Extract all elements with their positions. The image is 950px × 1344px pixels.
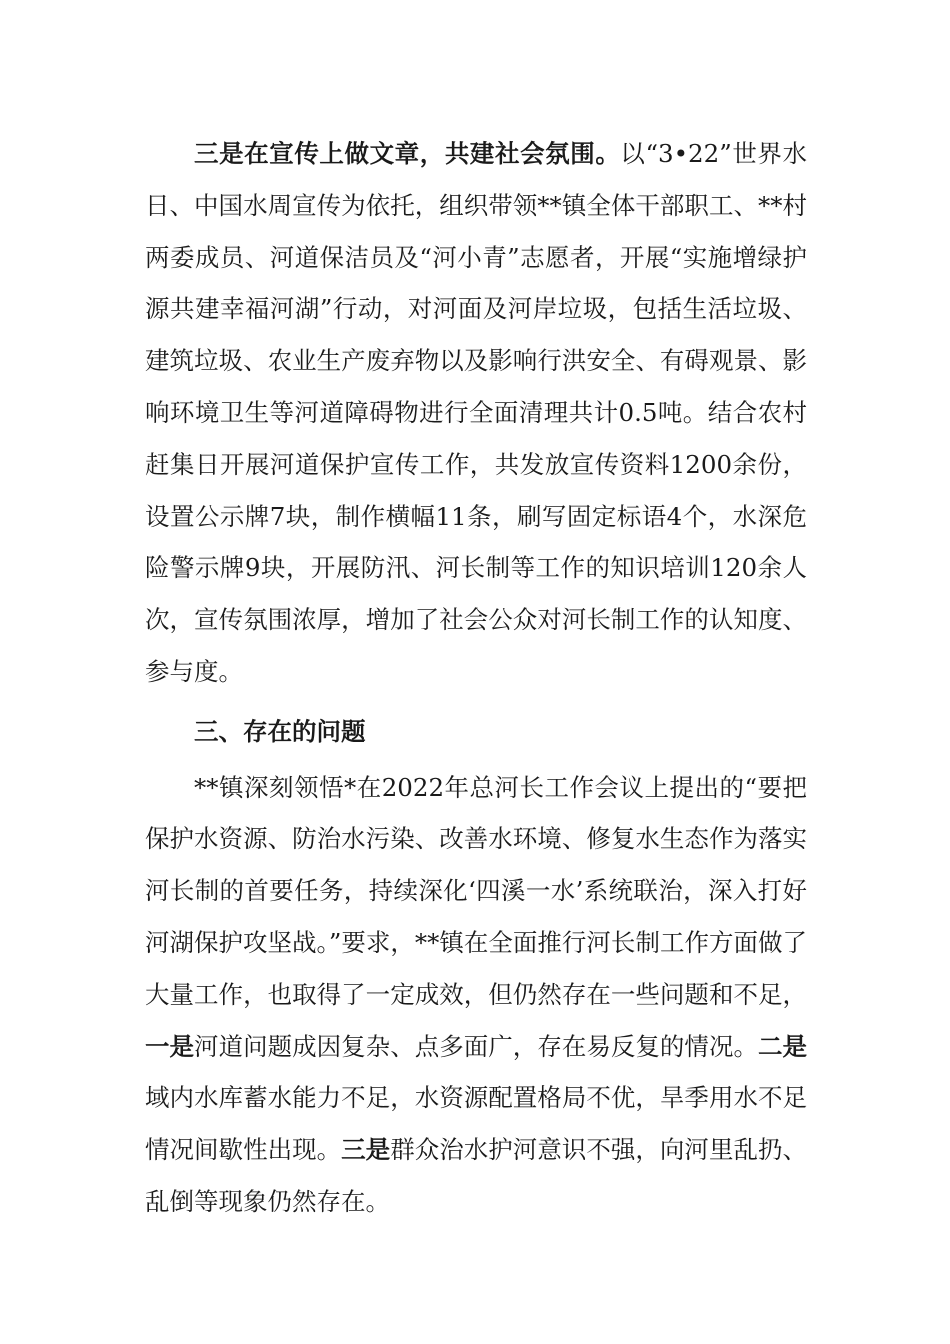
point3-text: 群众治水护河意识不强，向河里乱扔、乱倒等现象仍然存在。	[145, 1135, 808, 1216]
document-page	[145, 128, 807, 1228]
point3-label: 三是	[341, 1135, 391, 1165]
publicity-body: 以“3•22”世界水日、中国水周宣传为依托，组织带领**镇全体干部职工、**村两委成员、河道保洁员及“河小青”志愿者，开展“实施增绿护源共建幸福河湖”行动，对河面及河岸垃圾，包括生活垃圾、建筑垃圾、农业生产废弃物以及影响行洪安全、有碍观景、影响环境卫生等河道障碍物进行全面清理共计0.5吨。结合农村赶集日开展河道保护宣传工作，共发放宣传资料1200余份，设置公示牌7块，制作横幅11条，刷写固定标语4个，水深危险警示牌9块，开展防汛、河长制等工作的知识培训120余人次，宣传氛围浓厚，增加了社会公众对河长制工作的认知度、参与度。	[145, 139, 808, 686]
point1-label: 一是	[145, 1031, 195, 1061]
point2-label: 二是	[758, 1031, 808, 1061]
publicity-paragraph	[145, 128, 807, 698]
problems-paragraph	[145, 762, 807, 1228]
publicity-lead: 三是在宣传上做文章，共建社会氛围。	[194, 139, 621, 168]
point1-text: 河道问题成因复杂、点多面广，存在易反复的情况。	[194, 1031, 758, 1061]
section-heading-problems: 三、存在的问题	[194, 716, 366, 746]
problems-intro: **镇深刻领悟*在2022年总河长工作会议上提出的“要把保护水资源、防治水污染、改善水环境、修复水生态作为落实河长制的首要任务，持续深化‘四溪一水’系统联治，深入打好河湖保护攻坚战。”要求，**镇在全面推行河长制工作方面做了大量工作，也取得了一定成效，但仍然存在一些问题和不足，	[145, 772, 807, 1009]
point2-text: 域内水库蓄水能力不足，水资源配置格局不优，旱季用水不足情况间歇性出现。	[145, 1083, 807, 1165]
